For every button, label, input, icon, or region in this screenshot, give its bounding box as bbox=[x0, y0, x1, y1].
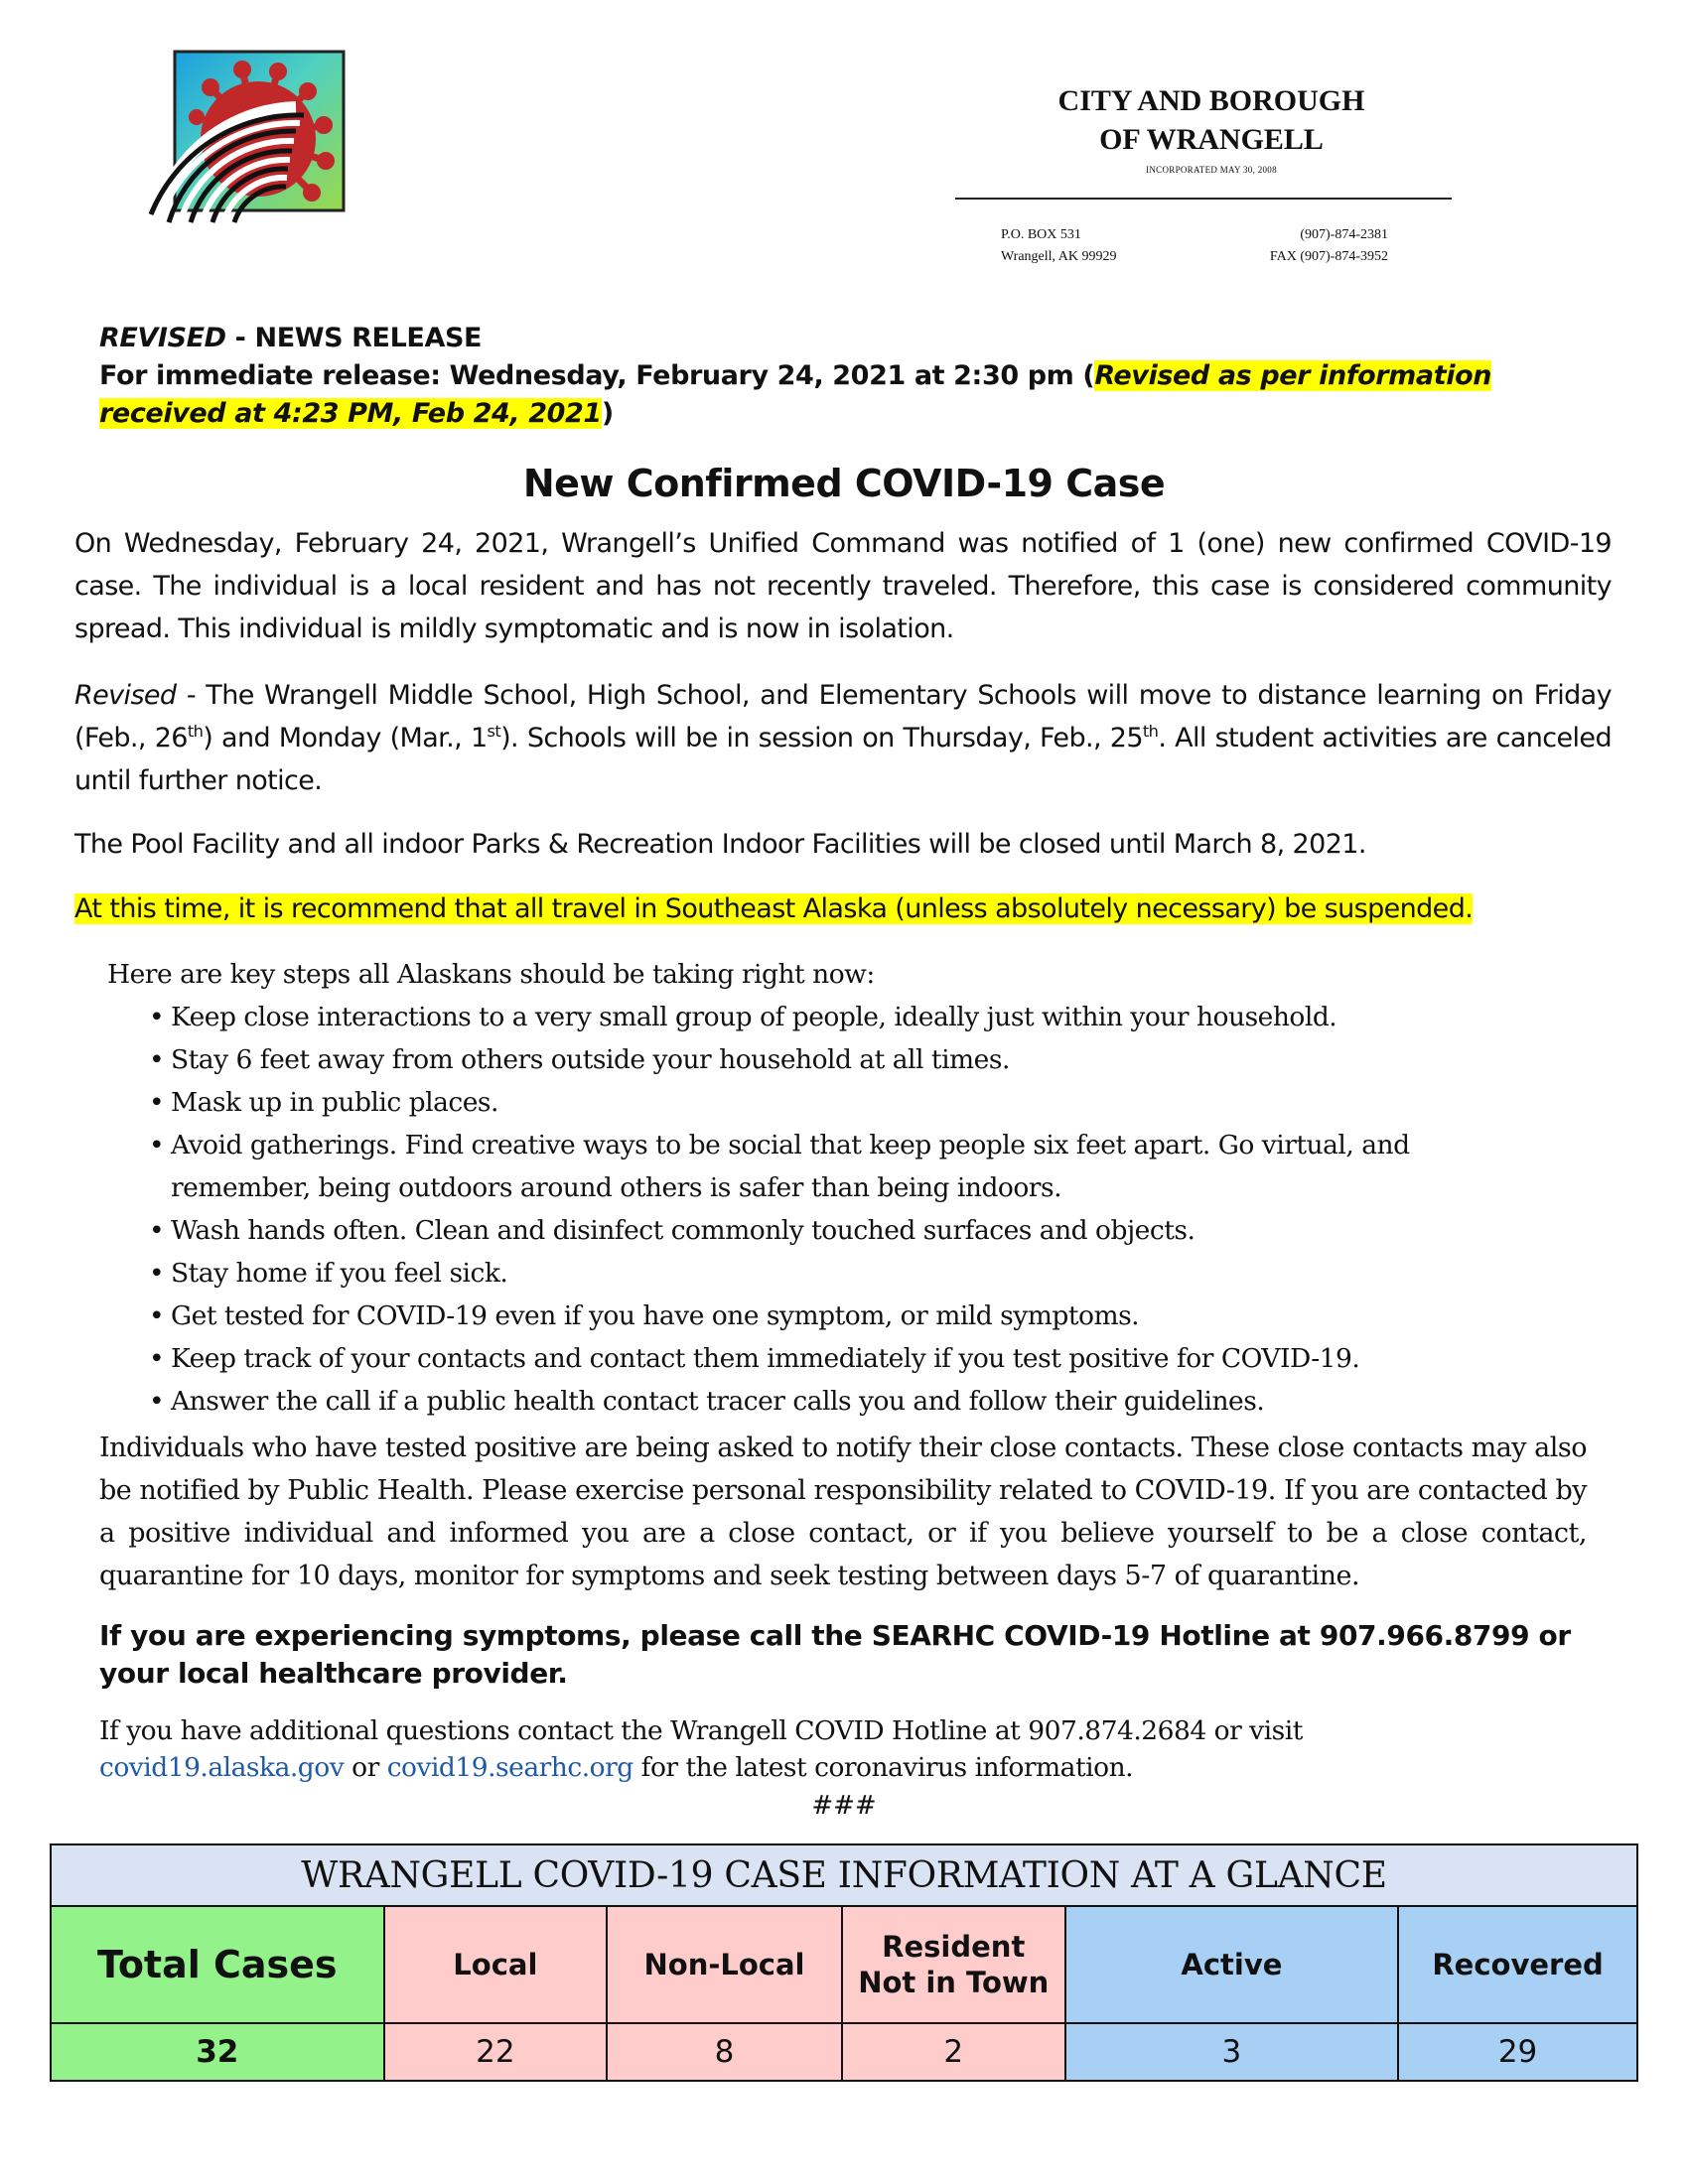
header-resident-line1: Resident bbox=[882, 1930, 1026, 1964]
school-text-d: . All student activities are canceled until further notice. bbox=[74, 723, 1612, 796]
or-text: or bbox=[344, 1752, 387, 1783]
wrangell-logo bbox=[147, 48, 350, 224]
phone-numbers bbox=[1241, 224, 1388, 268]
latest-info-text: for the latest coronavirus information. bbox=[633, 1752, 1134, 1783]
incorporated-line: INCORPORATED MAY 30, 2008 bbox=[1146, 165, 1277, 175]
table-title: WRANGELL COVID-19 CASE INFORMATION AT A GLANCE bbox=[51, 1844, 1637, 1906]
letterhead-divider bbox=[955, 198, 1452, 200]
revision-close-paren: ) bbox=[601, 398, 614, 429]
list-item: • Keep close interactions to a very small group of people, ideally just within your household. bbox=[149, 996, 1539, 1038]
immediate-release-text: For immediate release: Wednesday, February 24, 2021 at 2:30 pm ( bbox=[99, 360, 1095, 391]
list-item: • Stay 6 feet away from others outside your household at all times. bbox=[149, 1038, 1539, 1081]
case-info-table bbox=[50, 1843, 1638, 2082]
value-total-cases: 32 bbox=[51, 2023, 384, 2081]
symptoms-hotline-paragraph: If you are experiencing symptoms, please call the SEARHC COVID-19 Hotline at 907.966.8799 or your local healthcare provider. bbox=[99, 1619, 1571, 1690]
value-local: 22 bbox=[384, 2023, 608, 2081]
end-mark: ### bbox=[811, 1791, 877, 1821]
travel-advisory-text: At this time, it is recommend that all travel in Southeast Alaska (unless absolutely necessary) be suspended. bbox=[74, 893, 1474, 924]
header-active: Active bbox=[1065, 1906, 1398, 2023]
school-text-a: - The Wrangell Middle School, High School, and Elementary Schools will move to distance learning on Friday (Feb., 26 bbox=[74, 680, 1612, 753]
value-resident-not-in-town: 2 bbox=[842, 2023, 1065, 2081]
city-state: Wrangell, AK 99929 bbox=[1001, 249, 1117, 264]
steps-intro: Here are key steps all Alaskans should be taking right now: bbox=[107, 959, 875, 990]
news-release-label: - NEWS RELEASE bbox=[225, 323, 483, 353]
mailing-address bbox=[1001, 224, 1116, 268]
revision-note: Revised as per information received at 4:23 PM, Feb 24, 2021 bbox=[99, 360, 1492, 429]
list-item: • Get tested for COVID-19 even if you have one symptom, or mild symptoms. bbox=[149, 1295, 1539, 1337]
list-item: • Mask up in public places. bbox=[149, 1081, 1539, 1124]
ordinal-sup: st bbox=[487, 722, 501, 741]
school-notice-paragraph bbox=[74, 674, 1612, 802]
school-text-b: ) and Monday (Mar., 1 bbox=[203, 723, 488, 753]
ordinal-sup: th bbox=[187, 722, 204, 741]
header-total-cases: Total Cases bbox=[51, 1906, 384, 2023]
headline: New Confirmed COVID-19 Case bbox=[522, 462, 1166, 505]
list-item: • Avoid gatherings. Find creative ways to be social that keep people six feet apart. Go virtual, and remember, being outdoors around others is safer than being indoors. bbox=[149, 1124, 1539, 1209]
release-type-line bbox=[99, 320, 1609, 357]
header-non-local: Non-Local bbox=[607, 1906, 842, 2023]
header-resident-not-in-town bbox=[842, 1906, 1065, 2023]
list-item: • Stay home if you feel sick. bbox=[149, 1252, 1539, 1295]
header-resident-line2: Not in Town bbox=[858, 1966, 1050, 1999]
header-recovered: Recovered bbox=[1398, 1906, 1637, 2023]
phone: (907)-874-2381 bbox=[1300, 227, 1388, 242]
close-contacts-paragraph: Individuals who have tested positive are being asked to notify their close contacts. These close contacts may also be notified by Public Health. Please exercise personal responsibility related to COVID-19. If you are contacted by a positive individual and informed you are a close contact, or if you believe yourself to be a close contact, quarantine for 10 days, monitor for symptoms and seek testing between days 5-7 of quarantine. bbox=[99, 1433, 1587, 1591]
list-item: • Keep track of your contacts and contact them immediately if you test positive for COVID-19. bbox=[149, 1337, 1539, 1380]
org-name-line1: CITY AND BOROUGH bbox=[1057, 84, 1365, 117]
list-item: • Wash hands often. Clean and disinfect commonly touched surfaces and objects. bbox=[149, 1209, 1539, 1252]
searhc-covid-link[interactable]: covid19.searhc.org bbox=[386, 1752, 633, 1783]
revised-label: REVISED bbox=[99, 323, 226, 353]
value-non-local: 8 bbox=[607, 2023, 842, 2081]
ordinal-sup: th bbox=[1142, 722, 1159, 741]
header-local: Local bbox=[384, 1906, 608, 2023]
list-item: • Answer the call if a public health contact tracer calls you and follow their guidelines. bbox=[149, 1380, 1539, 1423]
questions-paragraph bbox=[99, 1712, 1589, 1786]
travel-advisory-paragraph bbox=[74, 887, 1612, 930]
case-notice-paragraph: On Wednesday, February 24, 2021, Wrangell’s Unified Command was notified of 1 (one) new confirmed COVID-19 case. The individual is a local resident and has not recently traveled. Therefore, this case is considered community spread. This individual is mildly symptomatic and is now in isolation. bbox=[74, 528, 1612, 644]
value-recovered: 29 bbox=[1398, 2023, 1637, 2081]
alaska-covid-link[interactable]: covid19.alaska.gov bbox=[99, 1752, 345, 1783]
revised-inline-label: Revised bbox=[74, 680, 177, 711]
immediate-release-line bbox=[99, 357, 1609, 433]
school-text-c: ). Schools will be in session on Thursday, Feb., 25 bbox=[500, 723, 1143, 753]
po-box: P.O. BOX 531 bbox=[1001, 227, 1081, 242]
fax: FAX (907)-874-3952 bbox=[1269, 249, 1388, 264]
questions-text: If you have additional questions contact the Wrangell COVID Hotline at 907.874.2684 or visit bbox=[99, 1715, 1303, 1746]
facility-closure-paragraph: The Pool Facility and all indoor Parks & Recreation Indoor Facilities will be closed until March 8, 2021. bbox=[74, 829, 1366, 860]
org-name bbox=[993, 81, 1430, 159]
key-steps-list bbox=[149, 996, 1539, 1423]
value-active: 3 bbox=[1065, 2023, 1398, 2081]
release-header bbox=[99, 320, 1609, 433]
org-name-line2: OF WRANGELL bbox=[1099, 123, 1324, 156]
